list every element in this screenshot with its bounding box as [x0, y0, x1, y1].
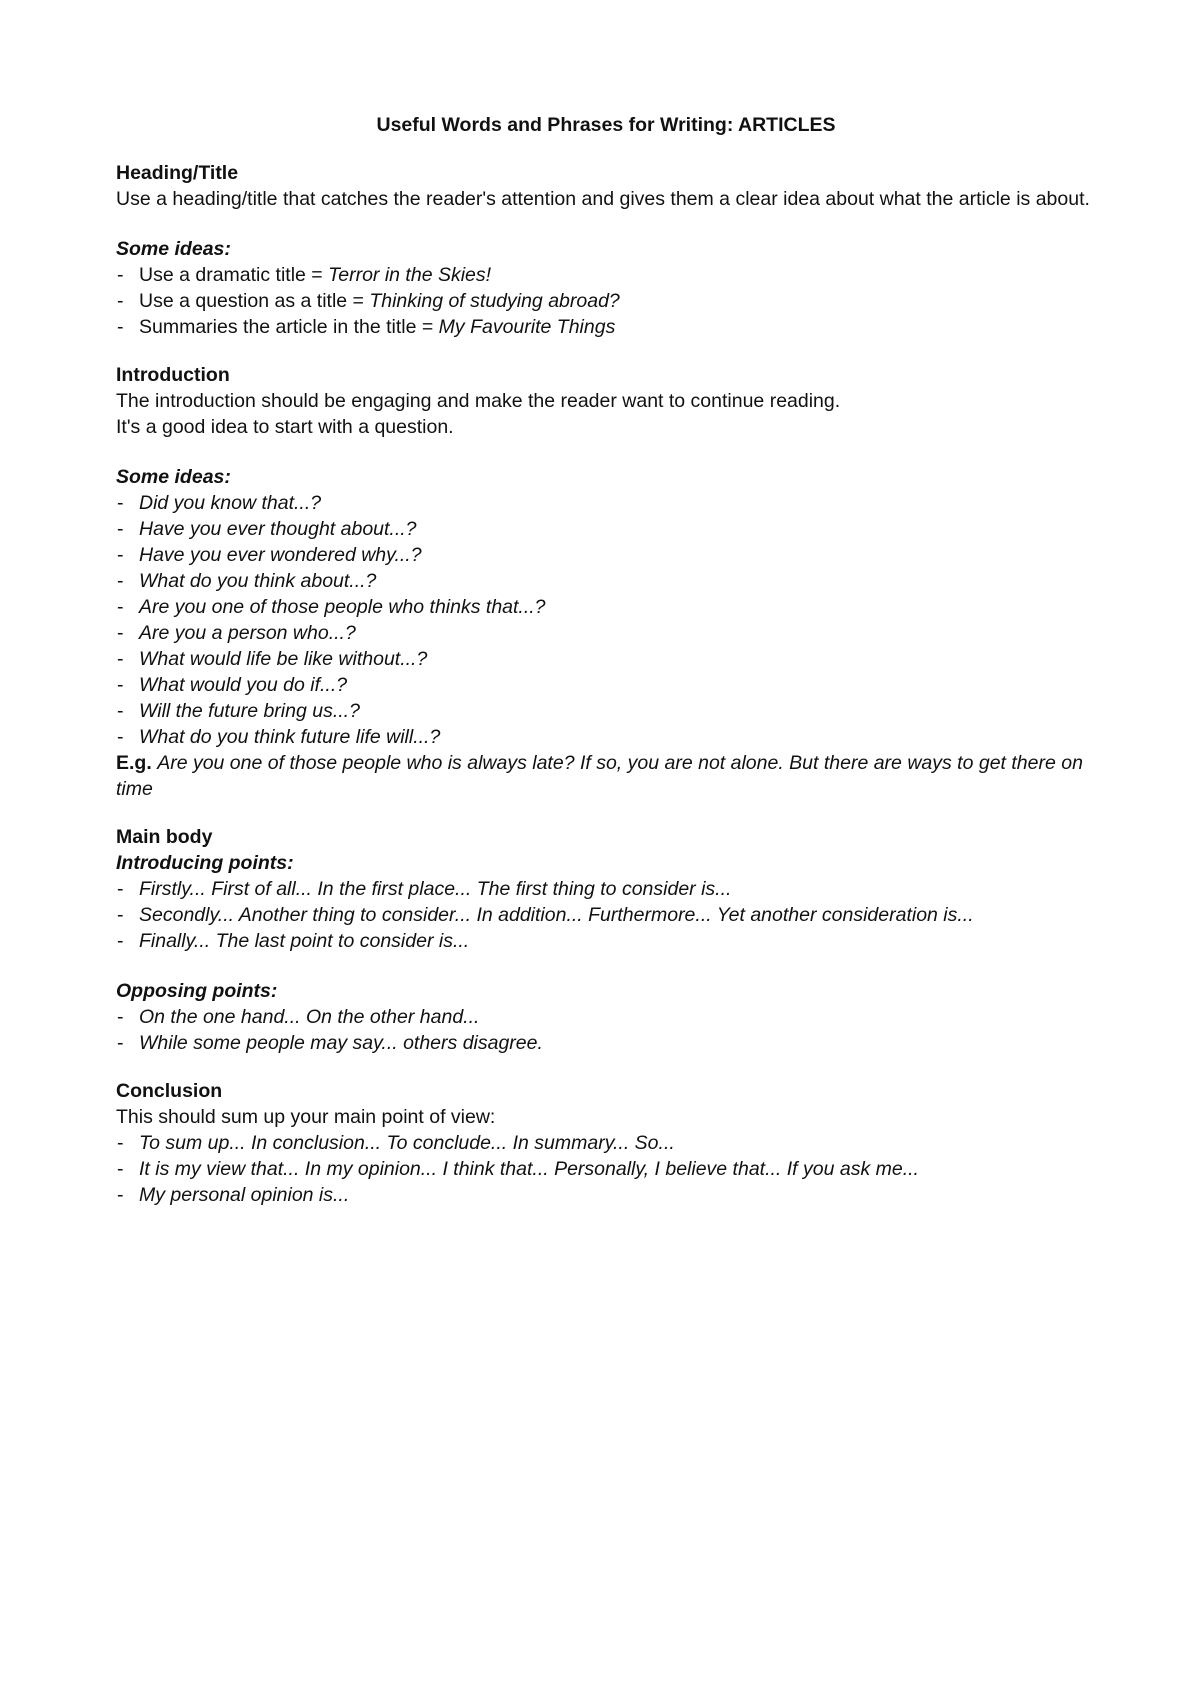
- list-item: - What do you think about...?: [117, 570, 377, 592]
- section-heading-title: Heading/Title: [116, 162, 239, 184]
- opposing-points-label: Opposing points:: [116, 980, 278, 1002]
- list-item: - What would you do if...?: [117, 674, 348, 696]
- list-item: - Finally... The last point to consider is...: [117, 930, 470, 952]
- introduction-line-1: The introduction should be engaging and make the reader want to continue reading.: [116, 390, 841, 412]
- list-item: - Summaries the article in the title = My Favourite Things: [117, 316, 616, 338]
- list-item: - Secondly... Another thing to consider... In addition... Furthermore... Yet another consideration is...: [117, 904, 974, 926]
- list-item: - Firstly... First of all... In the first place... The first thing to consider is...: [117, 878, 732, 900]
- list-item: - Have you ever wondered why...?: [117, 544, 422, 566]
- introduction-line-2: It's a good idea to start with a question.: [116, 416, 454, 438]
- heading-ideas-label: Some ideas:: [116, 238, 231, 260]
- introduction-section: [116, 362, 1096, 802]
- section-heading-introduction: Introduction: [116, 364, 230, 386]
- list-item: - Are you one of those people who thinks that...?: [117, 596, 546, 618]
- introduction-ideas-label: Some ideas:: [116, 466, 231, 488]
- opposing-points-list: [116, 1004, 1096, 1056]
- list-item: - To sum up... In conclusion... To conclude... In summary... So...: [117, 1132, 675, 1154]
- list-item: - What do you think future life will...?: [117, 726, 441, 748]
- list-item: - My personal opinion is...: [117, 1184, 350, 1206]
- introduction-ideas-list: [116, 490, 1096, 750]
- list-item: - Have you ever thought about...?: [117, 518, 417, 540]
- section-heading-main-body: Main body: [116, 826, 213, 848]
- heading-title-section: [116, 160, 1096, 340]
- main-body-section: [116, 824, 1096, 1056]
- introducing-points-label: Introducing points:: [116, 852, 294, 874]
- conclusion-list: [116, 1130, 1096, 1208]
- list-item: - Use a dramatic title = Terror in the Skies!: [117, 264, 492, 286]
- list-item: - What would life be like without...?: [117, 648, 428, 670]
- list-item: - Did you know that...?: [117, 492, 322, 514]
- document-page: [116, 112, 1096, 1208]
- list-item: - On the one hand... On the other hand...: [117, 1006, 480, 1028]
- conclusion-section: [116, 1078, 1096, 1208]
- conclusion-description: This should sum up your main point of view:: [116, 1106, 496, 1128]
- section-heading-conclusion: Conclusion: [116, 1080, 223, 1102]
- list-item: - Are you a person who...?: [117, 622, 356, 644]
- heading-title-description: Use a heading/title that catches the reader's attention and gives them a clear idea about what the article is about.: [116, 188, 1090, 210]
- list-item: - Will the future bring us...?: [117, 700, 360, 722]
- list-item: - While some people may say... others disagree.: [117, 1032, 543, 1054]
- introducing-points-list: [116, 876, 1096, 954]
- heading-ideas-list: [116, 262, 1096, 340]
- document-title: Useful Words and Phrases for Writing: ARTICLES: [376, 114, 836, 136]
- introduction-example: E.g. Are you one of those people who is always late? If so, you are not alone. But there are ways to get there on time: [116, 752, 1083, 800]
- list-item: - Use a question as a title = Thinking of studying abroad?: [117, 290, 620, 312]
- list-item: - It is my view that... In my opinion... I think that... Personally, I believe that... If you ask me...: [117, 1158, 919, 1180]
